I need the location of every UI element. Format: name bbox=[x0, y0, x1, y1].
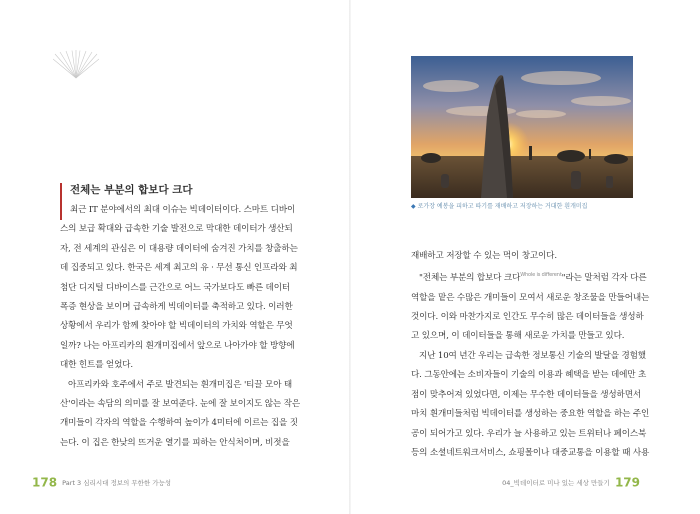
text-line: 폭증 현상을 보이며 급속하게 빅데이터를 축적하고 있다. 이러한 bbox=[60, 302, 293, 313]
text-line: 마치 흰개미들처럼 빅데이터를 생성하는 중요한 역할을 하는 주인 bbox=[411, 409, 650, 420]
page-number-right: 179 bbox=[614, 475, 640, 490]
text-line: 자, 전 세계의 관심은 이 대용량 데이터에 숨겨진 가치를 창출하는 bbox=[60, 243, 298, 254]
text-line: 개미들이 각자의 역할을 수행하여 높이가 4미터에 이르는 집을 짓 bbox=[60, 418, 298, 429]
text-line: 지난 10여 년간 우리는 급속한 정보통신 기술의 발달을 경험했 bbox=[419, 350, 646, 361]
running-head-left: Part 3 심리시대 정보의 무한한 가능성 bbox=[62, 479, 172, 487]
right-folio bbox=[502, 472, 640, 491]
page-number-left: 178 bbox=[32, 475, 58, 490]
right-paragraph-3 bbox=[411, 347, 650, 463]
english-gloss: Whole is different bbox=[520, 272, 562, 279]
text-line: 재배하고 저장할 수 있는 먹이 창고이다. bbox=[411, 251, 557, 261]
text-line: 등의 소셜네트워크서비스, 쇼핑몰이나 대중교통을 이용할 때 사용 bbox=[411, 447, 650, 458]
text-line: 스의 보급 확대와 급속한 기술 발전으로 막대한 데이터가 생산되 bbox=[60, 224, 293, 235]
left-paragraph-1 bbox=[70, 201, 338, 220]
text-line: 는다. 이 집은 한낮의 뜨거운 열기를 피하는 안식처이며, 비젓을 bbox=[60, 437, 290, 448]
text-line: 아프리카와 호주에서 주로 발견되는 흰개미집은 '티끌 모아 태 bbox=[68, 379, 293, 390]
quote-after: "라는 말처럼 각자 다른 bbox=[561, 273, 647, 284]
text-line: 대한 힌트를 얻었다. bbox=[60, 360, 133, 371]
left-page-body bbox=[60, 183, 338, 453]
text-line: 데 집중되고 있다. 한국은 세계 최고의 유 · 무선 통신 인프라와 최 bbox=[60, 263, 298, 274]
text-line bbox=[411, 266, 647, 288]
right-paragraph-1 bbox=[411, 247, 641, 266]
fan-ornament-icon bbox=[53, 50, 99, 80]
text-line: 첨단 디지털 디바이스를 근간으로 어느 국가보다도 빠른 데이터 bbox=[60, 282, 291, 293]
text-line: 다. 그동안에는 소비자들이 기술의 이용과 혜택을 받는 데에만 초 bbox=[411, 370, 647, 381]
section-heading: 전체는 부분의 합보다 크다 bbox=[70, 184, 193, 196]
right-paragraph-2 bbox=[411, 266, 650, 346]
text-line: 점이 맞추어져 있었다면, 이제는 무수한 데이터들을 생성하면서 bbox=[411, 389, 642, 400]
photo-caption bbox=[411, 201, 587, 210]
quote-before: "전체는 부분의 합보다 크다 bbox=[419, 273, 521, 284]
right-page-body bbox=[411, 247, 650, 463]
book-gutter bbox=[349, 0, 351, 514]
text-line: 산'이라는 속담의 의미를 잘 보여준다. 눈에 잘 보이지도 않는 작은 bbox=[60, 399, 300, 410]
termite-mound-photo bbox=[411, 56, 633, 198]
text-line: 공이 되어가고 있다. 우리가 늘 사용하고 있는 트위터나 페이스북 bbox=[411, 428, 647, 439]
text-line: 일까? 나는 아프리카의 흰개미집에서 앞으로 나아가야 할 방향에 bbox=[60, 340, 295, 351]
diamond-bullet-icon: ◆ bbox=[411, 203, 416, 210]
caption-text: 로가장 예봉을 피하고 따기를 재배하고 저장하는 거대한 흰개미집 bbox=[417, 203, 588, 210]
running-head-right: 04_빅데이터로 미나 있는 세상 만들기 bbox=[502, 479, 610, 487]
left-paragraph-1-continued bbox=[60, 220, 338, 375]
text-line: 역할을 맡은 수많은 개미들이 모여서 새로운 창조물을 만들어내는 bbox=[411, 292, 650, 303]
text-line: 것이다. 이와 마찬가지로 인간도 무수히 많은 데이터들을 생성하 bbox=[411, 312, 644, 323]
left-paragraph-2 bbox=[60, 376, 338, 454]
section-heading-block bbox=[60, 183, 338, 220]
text-line: 최근 IT 분야에서의 최대 이슈는 빅데이터이다. 스마트 디바이 bbox=[70, 205, 296, 215]
text-line: 고 있으며, 이 데이터들을 통해 새로운 가치를 만들고 있다. bbox=[411, 331, 625, 342]
text-line: 상황에서 우리가 함께 찾아야 할 빅데이터의 가치와 역할은 무엇 bbox=[60, 321, 293, 332]
left-folio bbox=[32, 472, 171, 491]
